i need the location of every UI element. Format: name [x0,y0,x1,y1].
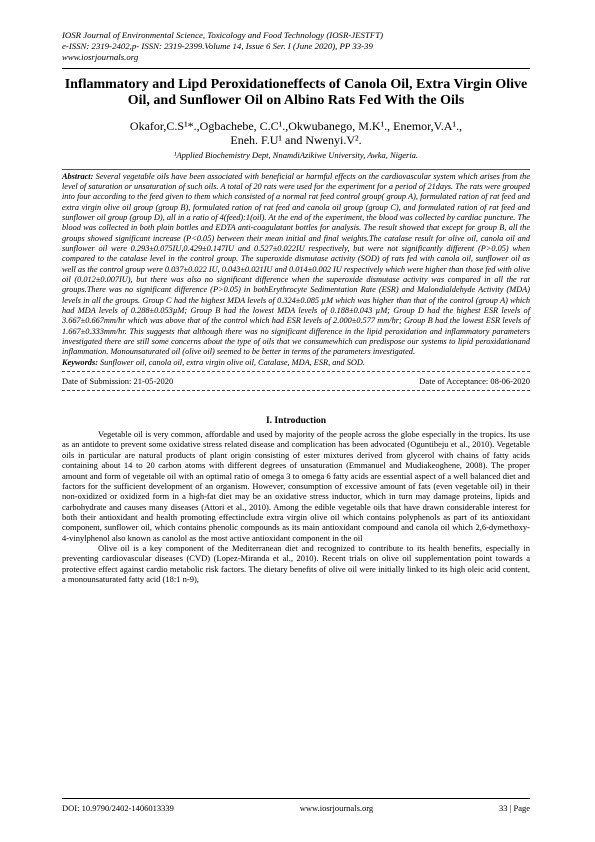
footer-doi: DOI: 10.9790/2402-1406013339 [62,803,174,813]
section-heading: I. Introduction [265,416,326,427]
footer-page: 33 | Page [499,803,530,813]
paragraph: Olive oil is a key component of the Mediterranean diet and recognized to contribute to its health benefits, especially in preventing cardiovascular diseases (CVD) (Lopez-Miranda et al., 2010). Recent trials on olive oil supplementation point towards a protective effect against cardio metabolic risk factors. The dietary benefits of olive oil were initially linked to its high oleic acid content, a monounsaturated fatty acid (18:1 n-9), [62,542,530,584]
paper-title: Inflammatory and Lipd Peroxidationeffects of Canola Oil, Extra Virgin Olive Oil, and Sunflower Oil on Albino Rats Fed With the Oils [64,76,528,109]
abstract-text: Several vegetable oils have been associated with beneficial or harmful effects on the cardiovascular system which arises from the level of saturation or unsaturation of such oils. A total of 20 rats were used for the experiment for a period of 21days. The rats were grouped into four according to the feed given to them which consisted of a normal rat feed control group( group A), formulated ration of rat feed and extra virgin olive oil group (group B), formulated ration of rat feed and canola oil group (group C), and formulated ration of rat feed and sunflower oil group (group D), all in a ratio of 4(feed):1(oil). At the end of the experiment, the blood was collected by cardiac puncture. The blood was collected in both plain bottles and EDTA anti-coagulatant bottles for analysis. The result showed that except for group B, all the groups showed significant increase (P<0.05) between their mean initial and final weights.The catalase result for olive oil, canola oil and sunflower oil were 0.293±0.075IU,0.429±0.147IU and 0.527±0.022IU respectively, but were not significantly different (P>0.05) when compared to the catalase level in the control group. The superoxide dismutase activity (SOD) of rats fed with canola oil, sunflower oil as well as the control group were 0.037±0.022 IU, 0.043±0.021IU and 0.014±0.002 IU respectively which were higher than those fed with olive oil (0.012±0.007IU), but there was also no significant difference when the superoxide dismutase activity was compared in all the rat groups.There was no significant difference (P>0.05) in bothErythrocyte Sedimentation Rate (ESR) and Malondialdehyde Activity (MDA) levels in all the groups. Group C had the highest MDA levels of 0.324±0.085 µM which was higher than that of the control (group A) which had MDA levels of 0.288±0.053µM; Group B had the lowest MDA levels of 0.188±0.043 µM; Group D had the highest ESR levels of 3.667±0.667mm/hr which was above that of the control which had ESR levels of 2.000±0.577 mm/hr; Group B had the lowest ESR levels of 1.667±0.333mm/hr. This suggests that although there was no significant difference in the lipid peroxidation and inflammatory parameters investigated there are still some concerns about the type of oils that we consumewhich can predispose our systems to lipid peroxidationand inflammation. Monounsaturated oil (olive oil) seemed to be better in terms of the parameters investigated. [62,171,530,357]
footer-site[interactable]: www.iosrjournals.org [299,803,374,813]
header-rule [62,68,530,69]
journal-name: IOSR Journal of Environmental Science, Toxicology and Food Technology (IOSR-JESTFT) [62,30,384,40]
page-footer [62,798,530,813]
authors [62,119,530,148]
journal-website[interactable]: www.iosrjournals.org [62,52,139,63]
acceptance-date: Date of Acceptance: 08-06-2020 [419,376,530,387]
keywords [62,358,530,368]
abstract-label: Abstract: [62,171,94,181]
paragraph: Vegetable oil is very common, affordable and used by majority of the people across the globe especially in the tropics. Its use as an antidote to prevent some oxidative stress related disease and complication has been advocated (Oguntibeju et al., 2010). Vegetable oils in particular are natural products of plant origin consisting of ester mixtures derived from glycerol with chains of fatty acids containing about 14 to 20 carbon atoms with different degrees of unsaturation (Emmanuel and Mudiakeoghene, 2008). The proper amount and form of vegetable oil with an optimal ratio of omega 3 to omega 6 fatty acids are essential aspect of a well balanced diet and factors for the sufficient development of an organism. However, consumption of excessive amount of fats (even vegetable oil) in their non-oxidized or oxidized form in a high-fat diet may be an oxidative stress inductor, which in turn may damage proteins, lipids and carbohydrate and causes many diseases (Attori et al., 2010). Among the edible vegetable oils that have drawn considerable interest for both their antioxidant and health promoting effectinclude extra virgin olive oil which contains polyphenols as part of its antioxidant component, sunflower oil, which contains phenolic compounds as its main antioxidant compound and canola oil which 2,6-dymethoxy-4-vinylphenol also known as canolol as the most active antioxidant component in the oil [62,429,530,543]
section-body [62,429,530,584]
divider [62,371,530,372]
journal-header [62,30,530,64]
authors-line-1: Okafor,C.S¹*.,Ogbachebe, C.C¹.,Okwubanego, M.K¹., Enemor,V.A¹., [129,118,463,133]
keywords-text: Sunflower oil, canola oil, extra virgin olive oil, Catalase, MDA, ESR, and SOD. [97,357,365,367]
divider [62,390,530,391]
submission-date: Date of Submission: 21-05-2020 [62,376,174,387]
authors-line-2: Eneh. F.U¹ and Nwenyi.V². [230,133,362,148]
abstract [62,169,530,358]
dates-row [62,376,530,387]
affiliation: ¹Applied Biochemistry Dept, NnamdiAzikiwe University, Awka, Nigeria. [173,149,419,160]
paper-page [62,30,530,584]
keywords-label: Keywords: [62,357,98,367]
issn-line: e-ISSN: 2319-2402,p- ISSN: 2319-2399.Volume 14, Issue 6 Ser. I (June 2020), PP 33-39 [62,41,373,52]
